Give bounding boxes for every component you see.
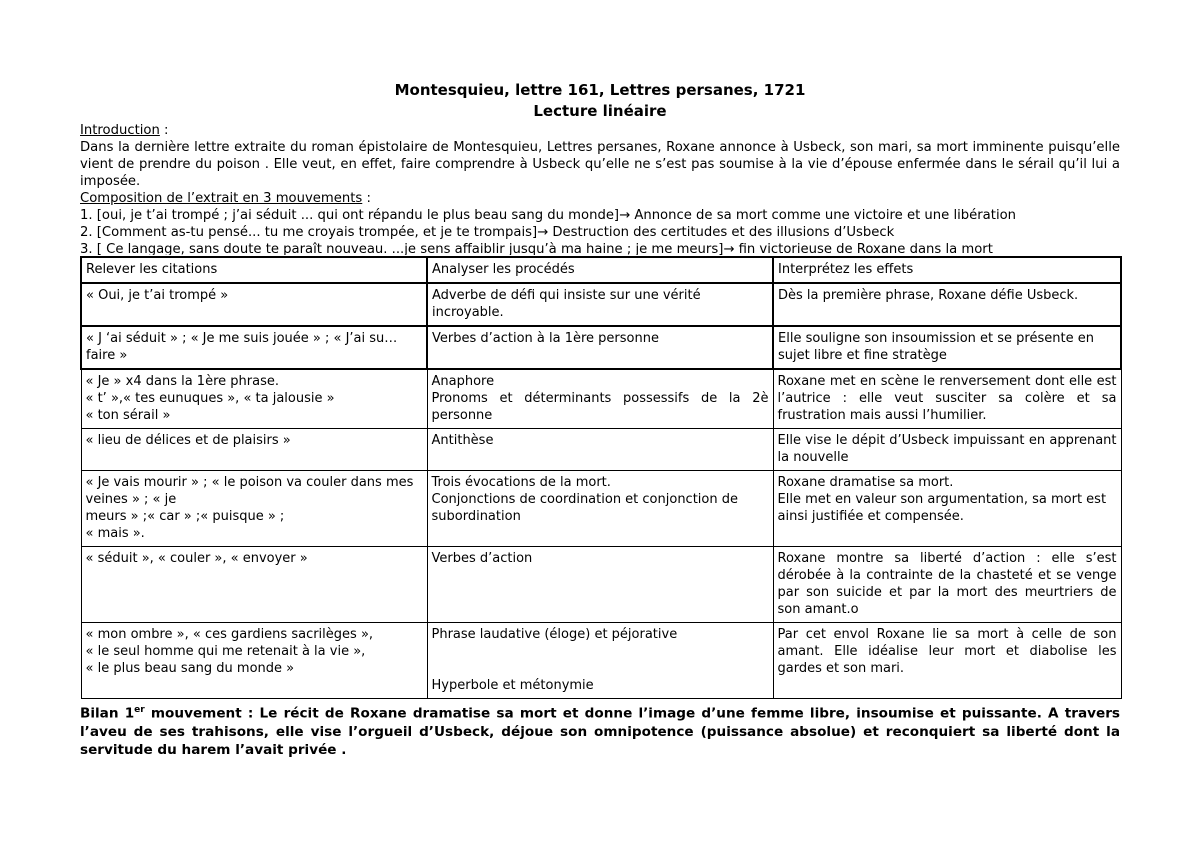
composition-suffix: : — [362, 191, 371, 206]
table-cell-procedes — [427, 547, 773, 623]
cell-line: « ton sérail » — [85, 408, 171, 423]
table-header-row — [81, 257, 1121, 283]
table-cell-procedes — [427, 429, 773, 471]
table-cell-procedes — [427, 326, 773, 369]
cell-line: Elle souligne son insoumission et se présente en sujet libre et fine stratège — [778, 331, 1094, 363]
cell-line: Par cet envol Roxane lie sa mort à celle de son amant. Elle idéalise leur mort et diabolise les gardes et son mari. — [777, 627, 1117, 676]
table-row — [81, 369, 1121, 429]
table-cell-citations — [81, 623, 427, 699]
intro-heading-line — [80, 122, 1120, 139]
cell-line: meurs » ;« car » ;« puisque » ; — [85, 509, 285, 524]
table-cell-effets — [773, 369, 1121, 429]
table-cell-procedes — [427, 623, 773, 699]
cell-line: « séduit », « couler », « envoyer » — [85, 551, 308, 566]
cell-line: « mon ombre », « ces gardiens sacrilèges », — [85, 627, 374, 642]
intro-text: Dans la dernière lettre extraite du roman épistolaire de Montesquieu, Lettres persanes, Roxane annonce à Usbeck, son mari, sa mort imminente puisqu’elle vient de prendre du poison . Elle veut, en effet, faire comprendre à Usbeck qu’elle ne s’est pas soumise à la vie d’épouse enfermée dans le sérail qu’il lui a imposée. — [80, 140, 1120, 189]
cell-line: Dès la première phrase, Roxane défie Usbeck. — [778, 288, 1079, 303]
cell-line: « mais ». — [85, 526, 145, 541]
table-cell-effets — [773, 283, 1121, 326]
table-cell-effets — [773, 547, 1121, 623]
composition-heading: Composition de l’extrait en 3 mouvements — [80, 191, 363, 206]
table-cell-citations — [81, 429, 427, 471]
cell-line: Anaphore — [431, 374, 495, 389]
table-cell-procedes — [427, 283, 773, 326]
cell-line: « J ‘ai séduit » ; « Je me suis jouée » ; « J’ai su…faire » — [86, 331, 398, 363]
cell-line: Antithèse — [431, 433, 494, 448]
intro-heading: Introduction — [80, 123, 160, 138]
table-cell-effets — [773, 429, 1121, 471]
bilan-prefix: Bilan 1 — [80, 705, 135, 722]
table-cell-citations — [81, 547, 427, 623]
movement-3: 3. [ Ce langage, sans doute te paraît nouveau. ...je sens affaiblir jusqu’à ma haine ; je me meurs]→ fin victorieuse de Roxane dans la mort — [80, 242, 993, 255]
cell-line: Adverbe de défi qui insiste sur une vérité incroyable. — [432, 288, 701, 320]
composition-heading-line — [80, 190, 1120, 207]
cell-line: « lieu de délices et de plaisirs » — [85, 433, 291, 448]
table-row — [81, 429, 1121, 471]
table-cell-procedes — [427, 369, 773, 429]
document-page — [80, 80, 1120, 759]
table-cell-effets — [773, 623, 1121, 699]
analysis-table — [80, 256, 1122, 699]
bilan — [80, 701, 1120, 759]
header-effets: Interprétez les effets — [773, 257, 1121, 283]
cell-line: Hyperbole et métonymie — [431, 678, 594, 693]
header-citations: Relever les citations — [81, 257, 427, 283]
cell-line: « Je » x4 dans la 1ère phrase. — [85, 374, 279, 389]
intro-heading-suffix: : — [159, 123, 169, 138]
bilan-sup: er — [134, 705, 145, 715]
table-cell-citations — [81, 471, 427, 547]
table-row — [81, 326, 1121, 369]
table-cell-effets — [773, 471, 1121, 547]
bilan-text: mouvement : Le récit de Roxane dramatise sa mort et donne l’image d’une femme libre, insoumise et puissante. A travers l’aveu de ses trahisons, elle vise l’orgueil d’Usbeck, déjoue son omnipotence (puissance absolue) et reconquiert sa liberté dont la servitude du harem l’avait privée . — [80, 705, 1120, 758]
movement-1: 1. [oui, je t’ai trompé ; j’ai séduit ... qui ont répandu le plus beau sang du monde]→ Annonce de sa mort comme une victoire et une libération — [80, 208, 1017, 223]
header-procedes: Analyser les procédés — [427, 257, 773, 283]
table-row — [81, 547, 1121, 623]
cell-line: Phrase laudative (éloge) et péjorative — [431, 627, 678, 642]
cell-line: Conjonctions de coordination et conjonction de subordination — [431, 492, 738, 524]
cell-line: Roxane dramatise sa mort. — [777, 475, 954, 490]
cell-line: « le plus beau sang du monde » — [85, 661, 295, 676]
table-row — [81, 623, 1121, 699]
cell-line: Trois évocations de la mort. — [431, 475, 611, 490]
table-cell-effets — [773, 326, 1121, 369]
table-row — [81, 471, 1121, 547]
cell-line: Elle vise le dépit d’Usbeck impuissant en apprenant la nouvelle — [777, 433, 1117, 465]
table-row — [81, 283, 1121, 326]
cell-line: Pronoms et déterminants possessifs de la 2è personne — [431, 391, 769, 423]
table-cell-citations — [81, 283, 427, 326]
cell-line: « Je vais mourir » ; « le poison va couler dans mes veines » ; « je — [85, 475, 414, 507]
cell-line: Verbes d’action à la 1ère personne — [432, 331, 659, 346]
cell-line: « le seul homme qui me retenait à la vie », — [85, 644, 366, 659]
cell-line: Roxane montre sa liberté d’action : elle s’est dérobée à la contrainte de la chasteté et se venge par son suicide et par la mort des meurtriers de son amant.o — [777, 551, 1117, 617]
document-subtitle: Lecture linéaire — [533, 102, 667, 120]
cell-line: « t’ »,« tes eunuques », « ta jalousie » — [85, 391, 335, 406]
table-cell-procedes — [427, 471, 773, 547]
cell-line: Elle met en valeur son argumentation, sa mort est ainsi justifiée et compensée. — [777, 492, 1107, 524]
cell-line: Roxane met en scène le renversement dont elle est l’autrice : elle veut susciter sa colère et sa frustration mais aussi l’humilier. — [777, 374, 1117, 423]
cell-line: « Oui, je t’ai trompé » — [86, 288, 229, 303]
document-title: Montesquieu, lettre 161, Lettres persanes, 1721 — [394, 81, 806, 99]
table-cell-citations — [81, 369, 427, 429]
cell-line: Verbes d’action — [431, 551, 533, 566]
table-cell-citations — [81, 326, 427, 369]
movement-2: 2. [Comment as-tu pensé... tu me croyais trompée, et je te trompais]→ Destruction des certitudes et des illusions d’Usbeck — [80, 225, 895, 240]
